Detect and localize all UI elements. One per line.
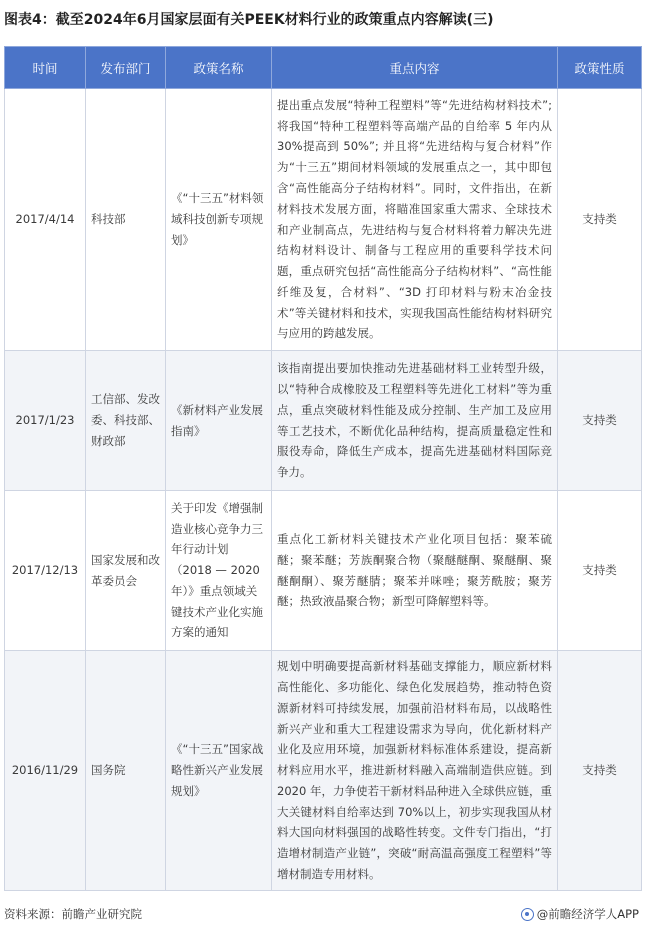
cell-content: 重点化工新材料关键技术产业化项目包括：聚苯硫醚；聚苯醚；芳族酮聚合物（聚醚醚酮、聚醚酮、聚醚酮酮）、聚芳醚腈；聚苯并咪唑；聚芳酰胺；聚芳醚；热致液晶聚合物；新型可降解塑料等。	[272, 491, 558, 651]
cell-time: 2017/4/14	[5, 89, 86, 351]
table-row	[5, 89, 642, 351]
cell-dept: 国务院	[86, 651, 166, 891]
table-row	[5, 351, 642, 491]
cell-dept: 工信部、发改委、科技部、财政部	[86, 351, 166, 491]
header-content: 重点内容	[272, 47, 558, 89]
cell-time: 2016/11/29	[5, 651, 86, 891]
table-header-row	[5, 47, 642, 89]
cell-policy-name: 《“十三五”国家战略性新兴产业发展规划》	[166, 651, 272, 891]
cell-dept: 科技部	[86, 89, 166, 351]
header-name: 政策名称	[166, 47, 272, 89]
policy-table	[4, 46, 642, 891]
cell-dept: 国家发展和改革委员会	[86, 491, 166, 651]
cell-nature: 支持类	[558, 651, 642, 891]
cell-nature: 支持类	[558, 89, 642, 351]
header-dept: 发布部门	[86, 47, 166, 89]
cell-nature: 支持类	[558, 491, 642, 651]
brand-logo-icon	[521, 908, 534, 921]
cell-content: 该指南提出要加快推动先进基础材料工业转型升级，以“特种合成橡胶及工程塑料等先进化工材料”等为重点，重点突破材料性能及成分控制、生产加工及应用等工艺技术，不断优化品种结构，提高质量稳定性和服役寿命，降低生产成本，提高先进基础材料国际竞争力。	[272, 351, 558, 491]
brand-credit	[521, 906, 639, 922]
source-note: 资料来源：前瞻产业研究院	[4, 907, 142, 921]
brand-label: @前瞻经济学人APP	[536, 907, 639, 921]
cell-nature: 支持类	[558, 351, 642, 491]
table-row	[5, 491, 642, 651]
cell-time: 2017/1/23	[5, 351, 86, 491]
header-nature: 政策性质	[558, 47, 642, 89]
header-time: 时间	[5, 47, 86, 89]
cell-policy-name: 《“十三五”材料领域科技创新专项规划》	[166, 89, 272, 351]
cell-time: 2017/12/13	[5, 491, 86, 651]
cell-content: 规划中明确要提高新材料基础支撑能力，顺应新材料高性能化、多功能化、绿色化发展趋势，推动特色资源新材料可持续发展，加强前沿材料布局，以战略性新兴产业和重大工程建设需求为导向，优化新材料产业化及应用环境，加强新材料标准体系建设，提高新材料应用水平，推进新材料融入高端制造供应链。到 2020 年，力争使若干新材料品种进入全球供应链，重大关键材料自给率达到 70%以上，初步实现我国从材料大国向材料强国的战略性转变。文件专门指出，“打造增材制造产业链”，突破“耐高温高强度工程塑料”等增材制造专用材料。	[272, 651, 558, 891]
cell-policy-name: 《新材料产业发展指南》	[166, 351, 272, 491]
cell-policy-name: 关于印发《增强制造业核心竞争力三年行动计划（2018 — 2020 年）》重点领域关键技术产业化实施方案的通知	[166, 491, 272, 651]
table-row	[5, 651, 642, 891]
cell-content: 提出重点发展“特种工程塑料”等“先进结构材料技术”;将我国“特种工程塑料等高端产品的自给率 5 年内从 30%提高到 50%”; 并且将“先进结构与复合材料”作为“十三五”期间材料领域的发展重点之一，其中即包含“高性能高分子结构材料”。同时，文件指出，在新材料技术发展方面，将瞄准国家重大需求、全球技术和产业制高点，先进结构与复合材料将着力解决先进结构材料设计、制备与工程应用的重要科学技术问题，重点研究包括“高性能高分子结构材料”、“高性能纤维及复，合材料”、“3D 打印材料与粉末冶金技术”等关键材料和技术，实现我国高性能结构材料研究与应用的跨越发展。	[272, 89, 558, 351]
chart-title: 图表4：截至2024年6月国家层面有关PEEK材料行业的政策重点内容解读(三)	[4, 12, 494, 28]
